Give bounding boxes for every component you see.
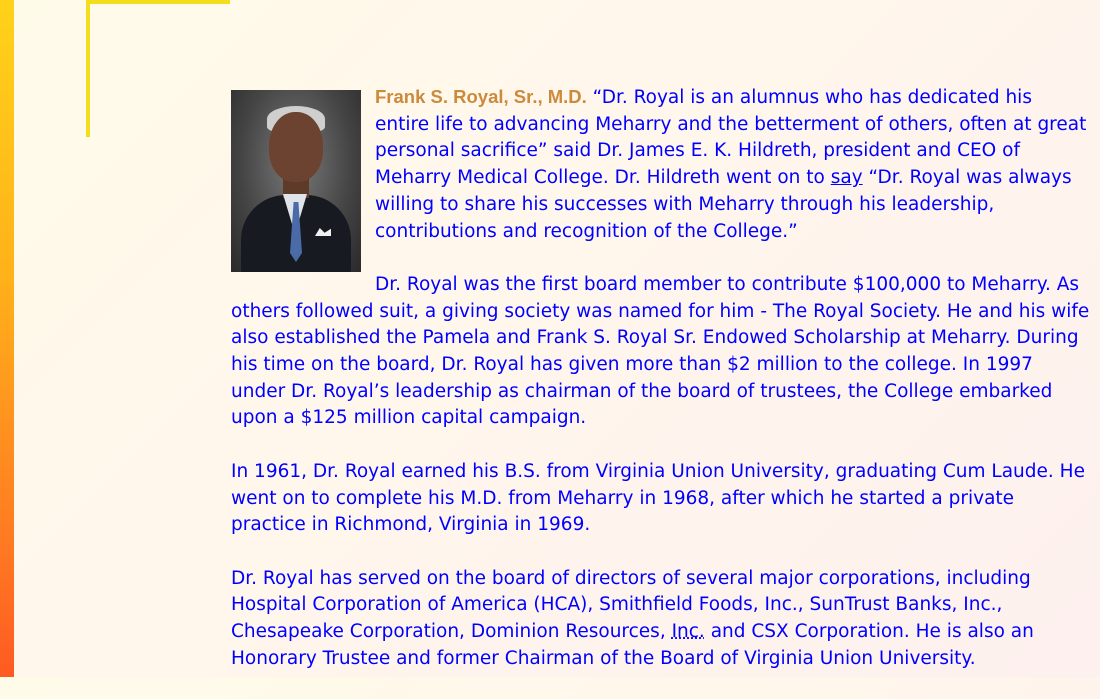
left-accent-bar <box>0 0 14 677</box>
bio-paragraph-3: In 1961, Dr. Royal earned his B.S. from Virginia Union University, graduating Cum Laude. He went on to complete his M.D. from Meharry in 1968, after which he started a private practice in Richmond, Virginia in 1969. <box>231 460 1085 536</box>
quote-text-1: “Dr. Royal is an alumnus who has dedicated his entire life to advancing Meharry and the betterment of others, often at great personal sacrifice” said Dr. James E. K. Hildreth, president and CEO of Meharry Medical College. Dr. Hildreth went on to <box>375 87 1087 189</box>
boards-text-1: Dr. Royal has served on the board of directors of several major corporations, including Hospital Corporation of America (HCA), Smithfield Foods, Inc., SunTrust Banks, Inc., Chesapeake Corporation, Dominion Resources, <box>231 567 1031 643</box>
corner-bracket-top <box>86 0 230 4</box>
inc-abbrev: Inc. <box>671 621 705 643</box>
say-link[interactable]: say <box>830 167 863 189</box>
portrait-photo <box>231 90 361 272</box>
bio-paragraph-4 <box>231 566 1091 673</box>
bio-paragraph-2: Dr. Royal was the first board member to contribute $100,000 to Meharry. As others followed suit, a giving society was named for him - The Royal Society. He and his wife also established the Pamela and Frank S. Royal Sr. Endowed Scholarship at Meharry. During his time on the board, Dr. Royal has given more than $2 million to the college. In 1997 under Dr. Royal’s leadership as chairman of the board of trustees, the College embarked upon a $125 million capital campaign. <box>231 273 1090 429</box>
boards-text-2: and CSX Corporation. He is also an Honorary Trustee and former Chairman of the Board of Virginia Union University. <box>231 621 1034 669</box>
bio-content <box>231 84 1091 699</box>
person-name: Frank S. Royal, Sr., M.D. <box>375 86 587 107</box>
quote-text-2: “Dr. Royal was always willing to share his successes with Meharry through his leadership, contributions and recognition of the College.” <box>375 167 1072 242</box>
corner-bracket-left <box>86 0 90 137</box>
